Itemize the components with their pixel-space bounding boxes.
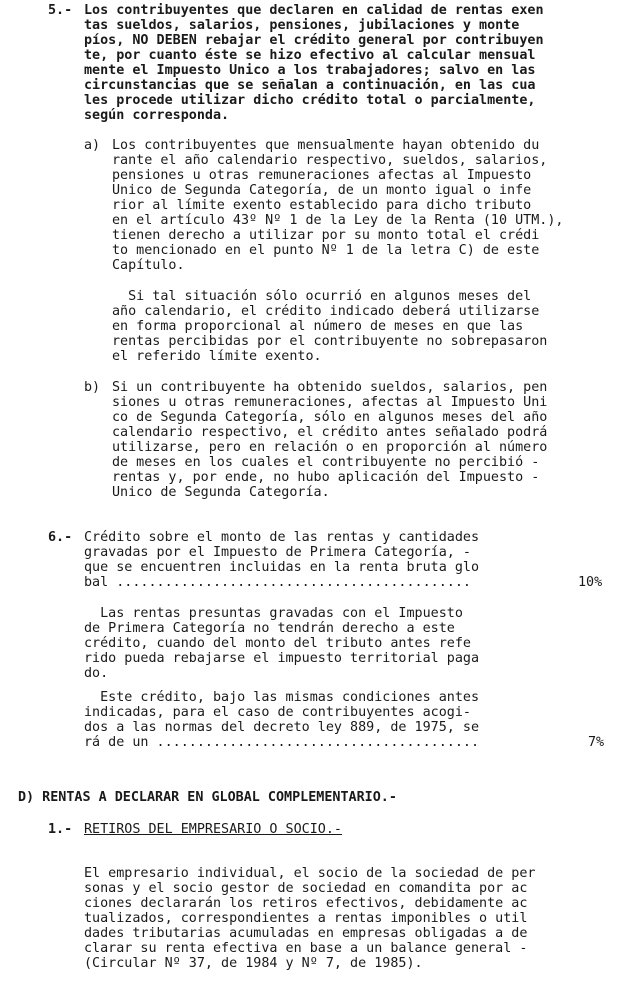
item-6-para3-line: Este crédito, bajo las mismas condiciones antes xyxy=(84,690,480,705)
item-6-rate-general: 10% xyxy=(578,575,603,590)
item-5-line: mente el Impuesto Unico a los trabajadores; salvo en las xyxy=(84,63,536,78)
item-5a-line: pensiones u otras remuneraciones afectas al Impuesto xyxy=(112,168,532,183)
item-5b-line: Si un contribuyente ha obtenido sueldos, salarios, pen xyxy=(112,380,548,395)
item-5a-line: en el artículo 43º Nº 1 de la Ley de la Renta (10 UTM.), xyxy=(112,213,564,228)
item-6-para2-line: rido pueda rebajarse el impuesto territorial paga xyxy=(84,651,480,666)
item-5-line: Los contribuyentes que declaren en calidad de rentas exen xyxy=(84,3,544,18)
item-5a-line: rior al límite exento establecido para dicho tributo xyxy=(112,198,532,213)
section-d-line: tualizados, correspondientes a rentas imponibles o util xyxy=(84,911,528,926)
item-5-number: 5.- xyxy=(48,3,73,18)
item-6-line: que se encuentren incluidas en la renta bruta glo xyxy=(84,560,480,575)
section-d-line: clarar su renta efectiva en base a un balance general - xyxy=(84,941,528,956)
item-5b-line: calendario respectivo, el crédito antes señalado podrá xyxy=(112,425,548,440)
item-5-line: les procede utilizar dicho crédito total o parcialmente, xyxy=(84,93,536,108)
item-6-para2-line: Las rentas presuntas gravadas con el Impuesto xyxy=(84,606,463,621)
item-6-line: bal ............................................ xyxy=(84,575,471,590)
item-5-line: circunstancias que se señalan a continuación, en las cua xyxy=(84,78,536,93)
item-5a-para2-line: en forma proporcional al número de meses en que las xyxy=(112,319,524,334)
item-5b-line: Unico de Segunda Categoría. xyxy=(112,485,330,500)
section-d-line: dades tributarias acumuladas en empresas obligadas a de xyxy=(84,926,528,941)
item-5a-para2-line: rentas percibidas por el contribuyente no sobrepasaron xyxy=(112,334,548,349)
section-d-line: ciones declararán los retiros efectivos, debidamente ac xyxy=(84,896,528,911)
item-5b-line: co de Segunda Categoría, sólo en algunos meses del año xyxy=(112,410,548,425)
section-d-line: (Circular Nº 37, de 1984 y Nº 7, de 1985). xyxy=(84,956,423,971)
item-6-para3-line: rá de un ........................................ xyxy=(84,735,480,750)
item-5a-para2-line: Si tal situación sólo ocurrió en algunos meses del xyxy=(112,289,532,304)
item-6-para2-line: crédito, cuando del monto del tributo antes refe xyxy=(84,636,471,651)
item-5a-line: Los contribuyentes que mensualmente hayan obtenido du xyxy=(112,138,540,153)
item-5b-line: utilizarse, pero en relación o en proporción al número xyxy=(112,440,548,455)
item-5b-line: de meses en los cuales el contribuyente no percibió - xyxy=(112,455,540,470)
item-5b-line: rentas y, por ende, no hubo aplicación del Impuesto - xyxy=(112,470,540,485)
item-6-number: 6.- xyxy=(48,530,73,545)
item-6-line: gravadas por el Impuesto de Primera Categoría, - xyxy=(84,545,471,560)
item-5a-para2-line: el referido límite exento. xyxy=(112,349,322,364)
item-5-line: te, por cuanto éste se hizo efectivo al calcular mensual xyxy=(84,48,536,63)
section-d-line: sonas y el socio gestor de sociedad en comandita por ac xyxy=(84,881,528,896)
item-5a-line: rante el año calendario respectivo, sueldos, salarios, xyxy=(112,153,548,168)
item-5b-marker: b) xyxy=(84,380,101,395)
item-5a-line: tienen derecho a utilizar por su monto total el crédi xyxy=(112,228,540,243)
item-5a-line: Unico de Segunda Categoría, de un monto igual o infe xyxy=(112,183,532,198)
item-5a-line: Capítulo. xyxy=(112,258,185,273)
item-5b-line: siones u otras remuneraciones, afectas al Impuesto Uni xyxy=(112,395,548,410)
item-6-para3-line: dos a las normas del decreto ley 889, de 1975, se xyxy=(84,720,480,735)
item-6-para2-line: de Primera Categoría no tendrán derecho a este xyxy=(84,621,455,636)
item-5a-line: to mencionado en el punto Nº 1 de la letra C) de este xyxy=(112,243,540,258)
item-6-para2-line: do. xyxy=(84,666,109,681)
section-d-sub-number: 1.- xyxy=(48,822,73,837)
section-d-sub-title: RETIROS DEL EMPRESARIO O SOCIO.- xyxy=(84,822,342,837)
item-6-line: Crédito sobre el monto de las rentas y cantidades xyxy=(84,530,480,545)
item-6-para3-line: indicadas, para el caso de contribuyentes acogi- xyxy=(84,705,471,720)
item-5a-marker: a) xyxy=(84,138,101,153)
item-5a-para2-line: año calendario, el crédito indicado deberá utilizarse xyxy=(112,304,540,319)
item-5-line: según corresponda. xyxy=(84,108,230,123)
section-d-line: El empresario individual, el socio de la sociedad de per xyxy=(84,866,536,881)
item-5-line: tas sueldos, salarios, pensiones, jubilaciones y monte xyxy=(84,18,520,33)
section-d-title: D) RENTAS A DECLARAR EN GLOBAL COMPLEMENTARIO.- xyxy=(18,790,397,805)
item-6-rate-dl889: 7% xyxy=(588,735,605,750)
item-5-line: píos, NO DEBEN rebajar el crédito general por contribuyen xyxy=(84,33,544,48)
